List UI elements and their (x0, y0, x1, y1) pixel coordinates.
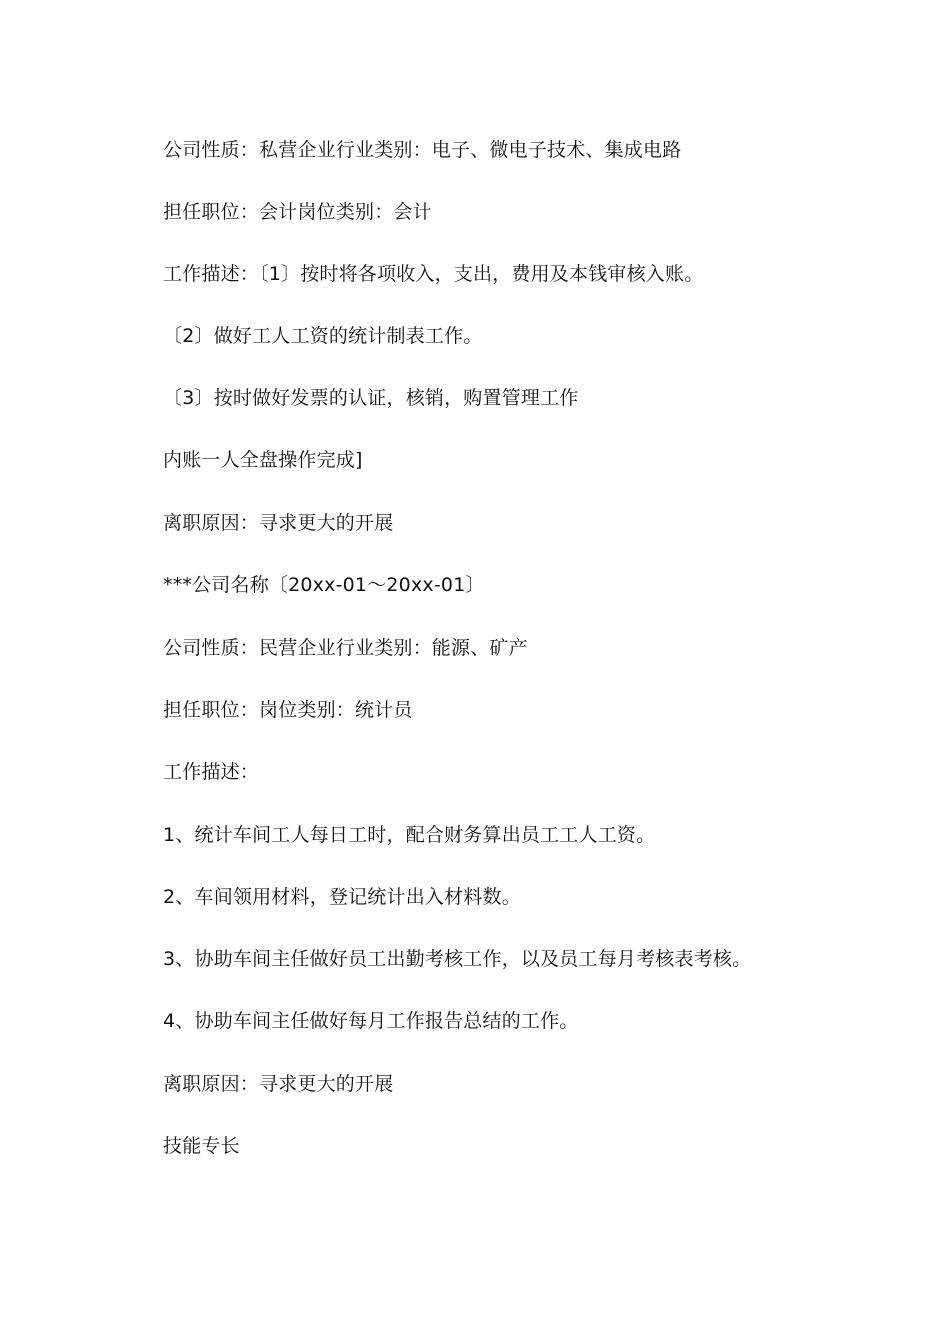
skills-heading: 技能专长 (163, 1135, 240, 1157)
job-duty-item-2: 2、车间领用材料，登记统计出入材料数。 (163, 886, 521, 908)
job-duty-item-1: 1、统计车间工人每日工时，配合财务算出员工工人工资。 (163, 824, 656, 846)
job-duty-item-4: 4、协助车间主任做好每月工作报告总结的工作。 (163, 1010, 579, 1032)
job-description-item-3: 〔3〕按时做好发票的认证，核销，购置管理工作 (163, 387, 579, 409)
job-description-note: 内账一人全盘操作完成] (163, 449, 363, 471)
job-duty-item-3: 3、协助车间主任做好员工出勤考核工作，以及员工每月考核表考核。 (163, 948, 752, 970)
company-nature-line-2: 公司性质：民营企业行业类别：能源、矿产 (163, 637, 528, 659)
job-description-item-2: 〔2〕做好工人工资的统计制表工作。 (163, 325, 483, 347)
job-description-line-1: 工作描述：〔1〕按时将各项收入，支出，费用及本钱审核入账。 (163, 263, 704, 285)
leave-reason-line-1: 离职原因：寻求更大的开展 (163, 512, 394, 534)
leave-reason-line-2: 离职原因：寻求更大的开展 (163, 1073, 394, 1095)
position-line-1: 担任职位：会计岗位类别：会计 (163, 201, 432, 223)
job-description-heading-2: 工作描述： (163, 761, 260, 783)
company-name-line-2: ***公司名称〔20xx-01～20xx-01〕 (163, 574, 485, 596)
position-line-2: 担任职位：岗位类别：统计员 (163, 699, 413, 721)
company-nature-line-1: 公司性质：私营企业行业类别：电子、微电子技术、集成电路 (163, 139, 682, 161)
